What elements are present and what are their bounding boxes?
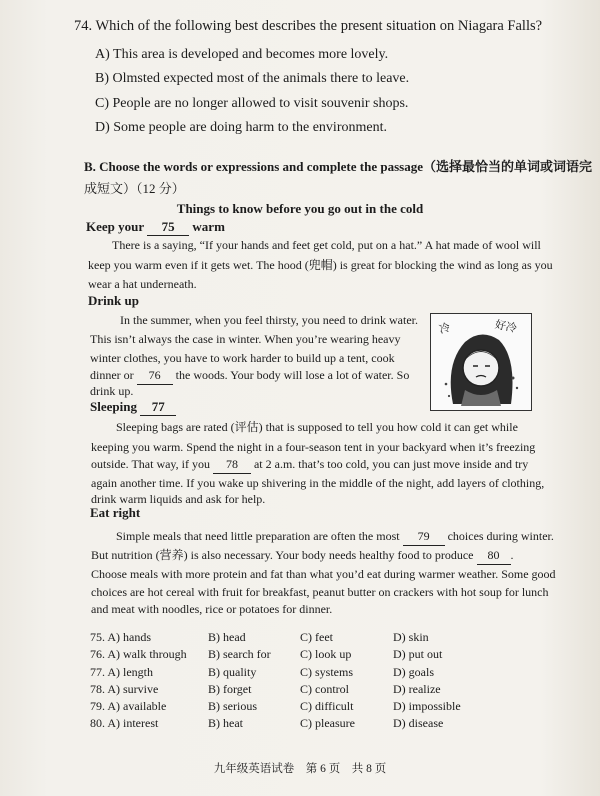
choice-79-b: B) serious <box>208 699 257 713</box>
choice-80-b: B) heat <box>208 716 243 730</box>
choice-78-d: D) realize <box>393 682 441 696</box>
section-b-heading-cont: 成短文）（12 分） <box>84 181 185 196</box>
p4-line2-pre: But nutrition (营养) is also necessary. Your body needs healthy food to produce <box>91 548 474 562</box>
p2-line3: winter clothes, you have to work harder to build up a tent, cook <box>90 351 395 365</box>
p1-line1: There is a saying, “If your hands and feet get cold, put on a hat.” A hat made of wool will <box>112 238 541 252</box>
p3-line4: again another time. If you wake up shivering in the middle of the night, add layers of clothing, <box>91 476 545 490</box>
choice-77-c: C) systems <box>300 665 354 679</box>
keep-post: warm <box>192 219 225 234</box>
p2-line1: In the summer, when you feel thirsty, you need to drink water. <box>120 313 419 327</box>
p2-line4 <box>90 366 409 385</box>
p3-line3-post: at 2 a.m. that’s too cold, you can just move inside and try <box>253 457 529 471</box>
p4-line4: choices are hot cereal with fruit for breakfast, peanut butter on crackers with hot soup for lunch <box>91 585 549 599</box>
choice-77-b: B) quality <box>208 665 257 679</box>
p3-line5: drink warm liquids and ask for help. <box>91 492 266 506</box>
p4-line3: Choose meals with more protein and fat than what you’d eat during warmer weather. Some good <box>91 567 556 581</box>
p4-line2-post: . <box>510 548 514 562</box>
passage-title: Things to know before you go out in the cold <box>176 201 424 216</box>
subheading-eat: Eat right <box>90 505 141 520</box>
subheading-keep <box>86 219 225 236</box>
blank-77: 77 <box>140 399 176 416</box>
p2-line5: drink up. <box>90 384 134 398</box>
p2-line2: This isn’t always the case in winter. When you’re wearing heavy <box>90 332 401 346</box>
choice-76-a: 76. A) walk through <box>90 647 187 661</box>
choice-76-c: C) look up <box>300 647 352 661</box>
choice-80-c: C) pleasure <box>300 716 355 730</box>
p1-line3: wear a hat underneath. <box>88 277 197 291</box>
p2-line4-pre: dinner or <box>90 368 134 382</box>
blank-79: 79 <box>403 527 445 546</box>
p3-line2: keeping you warm. Spend the night in a four-season tent in your backyard when it’s freezing <box>91 440 536 454</box>
q74-option-a: A) This area is developed and becomes more lovely. <box>95 47 389 62</box>
p4-line1-pre: Simple meals that need little preparation are often the most <box>116 529 400 543</box>
choice-75-b: B) head <box>208 630 246 644</box>
q74-option-d: D) Some people are doing harm to the environment. <box>95 120 387 135</box>
p1-line2: keep you warm even if it gets wet. The hood (兜帽) is great for blocking the wind as long as you <box>88 258 553 272</box>
subheading-sleeping <box>90 399 176 416</box>
p3-line3-pre: outside. That way, if you <box>91 457 210 471</box>
choice-75-a: 75. A) hands <box>90 630 151 644</box>
choice-76-d: D) put out <box>393 647 443 661</box>
sleeping-label: Sleeping <box>90 399 137 414</box>
p4-line5: and meat with noodles, rice or potatoes for dinner. <box>91 602 333 616</box>
blank-80: 80 <box>477 546 511 565</box>
section-b-heading: B. Choose the words or expressions and complete the passage（选择最恰当的单词或词语完 <box>84 159 592 174</box>
p4-line1 <box>116 527 554 546</box>
art-text-right: 好冷 <box>493 318 518 336</box>
choice-78-c: C) control <box>300 682 349 696</box>
choice-76-b: B) search for <box>208 647 271 661</box>
choice-77-d: D) goals <box>393 665 434 679</box>
subheading-drink: Drink up <box>88 293 139 308</box>
keep-pre: Keep your <box>86 219 144 234</box>
choice-79-c: C) difficult <box>300 699 354 713</box>
cold-girl-illustration <box>430 313 532 411</box>
question-74-stem: 74. Which of the following best describes the present situation on Niagara Falls? <box>74 18 543 34</box>
choice-78-b: B) forget <box>208 682 252 696</box>
art-text-left: 冷 <box>437 321 452 337</box>
choice-80-d: D) disease <box>393 716 444 730</box>
p4-line1-post: choices during winter. <box>447 529 554 543</box>
p3-line1: Sleeping bags are rated (评估) that is supposed to tell you how cold it can get while <box>116 420 518 434</box>
p2-line4-post: the woods. Your body will lose a lot of water. So <box>175 368 410 382</box>
blank-76: 76 <box>137 366 173 385</box>
q74-option-b: B) Olmsted expected most of the animals there to leave. <box>95 71 410 86</box>
choice-79-d: D) impossible <box>393 699 461 713</box>
q74-option-c: C) People are no longer allowed to visit souvenir shops. <box>95 96 409 111</box>
p3-line3 <box>91 455 528 474</box>
choice-78-a: 78. A) survive <box>90 682 159 696</box>
choice-75-c: C) feet <box>300 630 333 644</box>
page-footer: 九年级英语试卷 第 6 页 共 8 页 <box>213 763 387 775</box>
choice-80-a: 80. A) interest <box>90 716 159 730</box>
blank-78: 78 <box>213 455 251 474</box>
choice-77-a: 77. A) length <box>90 665 153 679</box>
choice-75-d: D) skin <box>393 630 429 644</box>
choice-79-a: 79. A) available <box>90 699 167 713</box>
p4-line2 <box>91 546 514 565</box>
blank-75: 75 <box>147 219 189 236</box>
